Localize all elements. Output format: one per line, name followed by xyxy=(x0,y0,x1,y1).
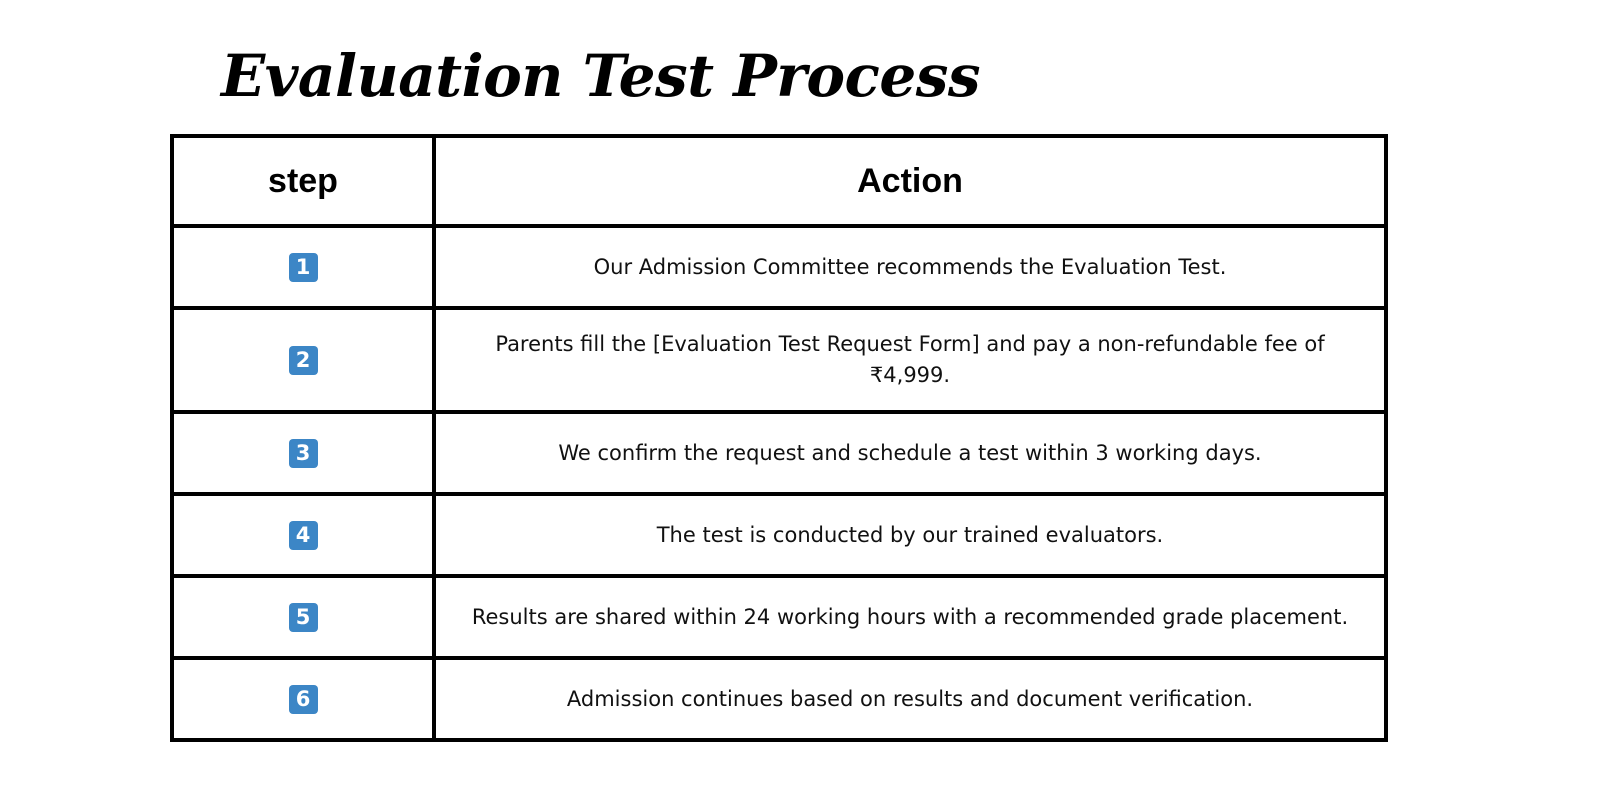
step-cell xyxy=(172,494,434,576)
step-number-badge: 2 xyxy=(289,346,318,375)
step-number-badge: 1 xyxy=(289,253,318,282)
step-column-header: step xyxy=(172,136,434,226)
step-number-badge: 3 xyxy=(289,439,318,468)
step-number-badge: 6 xyxy=(289,685,318,714)
step-cell xyxy=(172,308,434,412)
step-cell xyxy=(172,576,434,658)
table-row xyxy=(172,494,1386,576)
action-cell: Admission continues based on results and document verification. xyxy=(434,658,1386,740)
page-title: Evaluation Test Process xyxy=(221,42,981,110)
table-row xyxy=(172,576,1386,658)
step-cell xyxy=(172,412,434,494)
table-row xyxy=(172,658,1386,740)
action-cell: Our Admission Committee recommends the Evaluation Test. xyxy=(434,226,1386,308)
action-cell: The test is conducted by our trained evaluators. xyxy=(434,494,1386,576)
step-cell xyxy=(172,226,434,308)
action-column-header: Action xyxy=(434,136,1386,226)
action-cell: We confirm the request and schedule a test within 3 working days. xyxy=(434,412,1386,494)
table-row xyxy=(172,226,1386,308)
action-cell: Parents fill the [Evaluation Test Request Form] and pay a non-refundable fee of ₹4,999. xyxy=(434,308,1386,412)
step-cell xyxy=(172,658,434,740)
step-number-badge: 4 xyxy=(289,521,318,550)
step-number-badge: 5 xyxy=(289,603,318,632)
table-row xyxy=(172,308,1386,412)
table-header-row xyxy=(172,136,1386,226)
evaluation-process-table xyxy=(170,134,1388,742)
table-row xyxy=(172,412,1386,494)
action-cell: Results are shared within 24 working hours with a recommended grade placement. xyxy=(434,576,1386,658)
